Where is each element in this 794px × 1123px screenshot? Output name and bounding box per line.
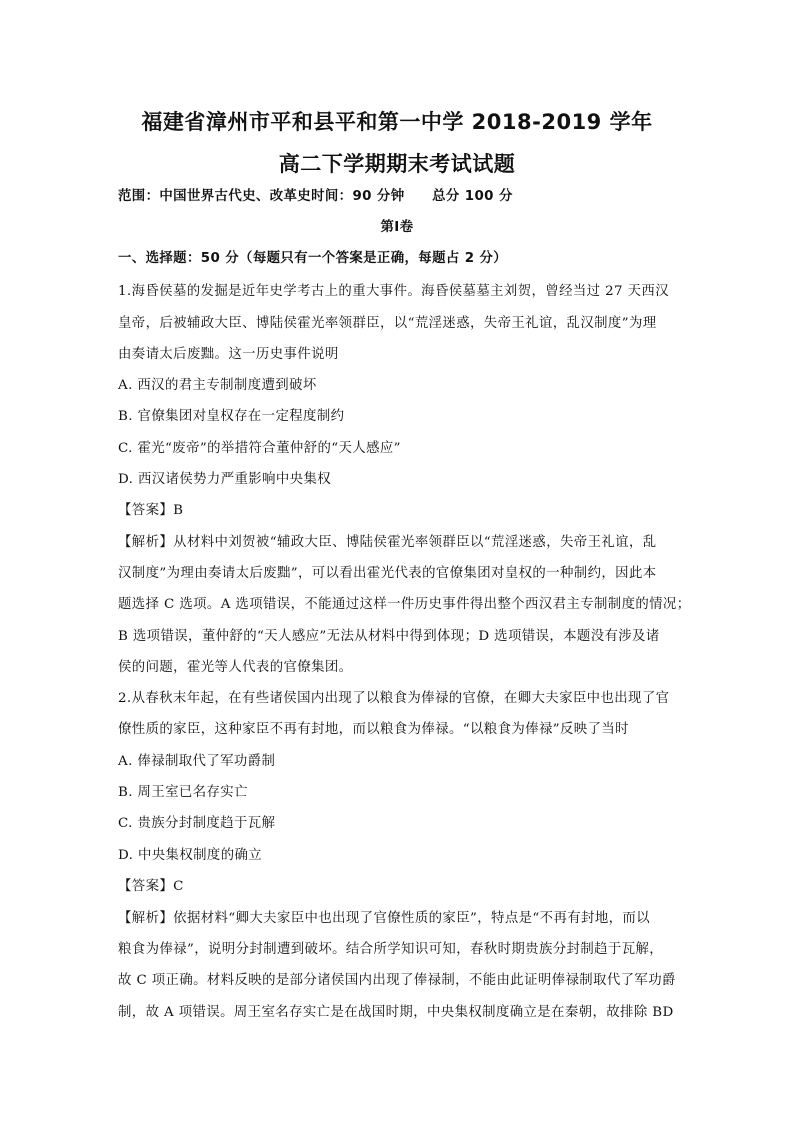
option-a: A. 西汉的君主专制制度遭到破坏 [118,378,317,393]
analysis-line: 题选择 C 选项。A 选项错误，不能通过这样一件历史事件得出整个西汉君主专制制度的情况； [118,597,691,612]
option-d: D. 西汉诸侯势力严重影响中央集权 [118,472,332,487]
option-b: B. 周王室已名存实亡 [118,785,248,800]
analysis-line: 汉制度”为理由奏请太后废黜”，可以看出霍光代表的官僚集团对皇权的一种制约，因此本 [118,566,657,581]
question-stem-line: 2.从春秋末年起，在有些诸侯国内出现了以粮食为俸禄的官僚，在卿大夫家臣中也出现了官 [118,691,670,706]
analysis-line: 侯的问题，霍光等人代表的官僚集团。 [118,660,353,675]
exam-title-line1: 福建省漳州市平和县平和第一中学 2018-2019 学年 [141,110,653,134]
section-heading: 一、选择题：50 分（每题只有一个答案是正确，每题占 2 分） [118,251,508,266]
analysis-line: 故 C 项正确。材料反映的是部分诸侯国内出现了俸禄制，不能由此证明俸禄制取代了军功爵 [118,973,676,988]
exam-scope: 范围：中国世界古代史、改革史时间：90 分钟 总分 100 分 [118,189,513,204]
option-b: B. 官僚集团对皇权存在一定程度制约 [118,409,345,424]
answer-label: 【答案】B [118,503,184,518]
analysis-line: 【解析】从材料中刘贺被“辅政大臣、博陆侯霍光率领群臣以“荒淫迷惑，失帝王礼谊，乱 [118,535,657,550]
question-stem-line: 由奏请太后废黜。这一历史事件说明 [118,347,339,362]
question-stem-line: 1.海昏侯墓的发掘是近年史学考古上的重大事件。海昏侯墓墓主刘贺，曾经当过 27 天西汉 [118,284,669,299]
answer-label: 【答案】C [118,879,184,894]
question-stem-line: 僚性质的家臣，这种家臣不再有封地，而以粮食为俸禄。“以粮食为俸禄”反映了当时 [118,722,629,737]
volume-label: 第Ⅰ卷 [380,220,414,235]
analysis-line: 制，故 A 项错误。周王室名存实亡是在战国时期，中央集权制度确立是在秦朝，故排除 BD [118,1005,674,1020]
analysis-line: B 选项错误，董仲舒的“天人感应”无法从材料中得到体现；D 选项错误，本题没有涉及诸 [118,629,660,644]
analysis-line: 【解析】依据材料“卿大夫家臣中也出现了官僚性质的家臣”，特点是“不再有封地，而以 [118,911,650,926]
option-c: C. 贵族分封制度趋于瓦解 [118,816,276,831]
question-stem-line: 皇帝，后被辅政大臣、博陆侯霍光率领群臣，以“荒淫迷惑，失帝王礼谊，乱汉制度”为理 [118,316,657,331]
option-c: C. 霍光“废帝”的举措符合董仲舒的“天人感应” [118,441,401,456]
exam-title-line2: 高二下学期期末考试试题 [278,152,516,176]
analysis-line: 粮食为俸禄”，说明分封制遭到破坏。结合所学知识可知，春秋时期贵族分封制趋于瓦解， [118,942,664,957]
option-d: D. 中央集权制度的确立 [118,848,263,863]
option-a: A. 俸禄制取代了军功爵制 [118,754,276,769]
